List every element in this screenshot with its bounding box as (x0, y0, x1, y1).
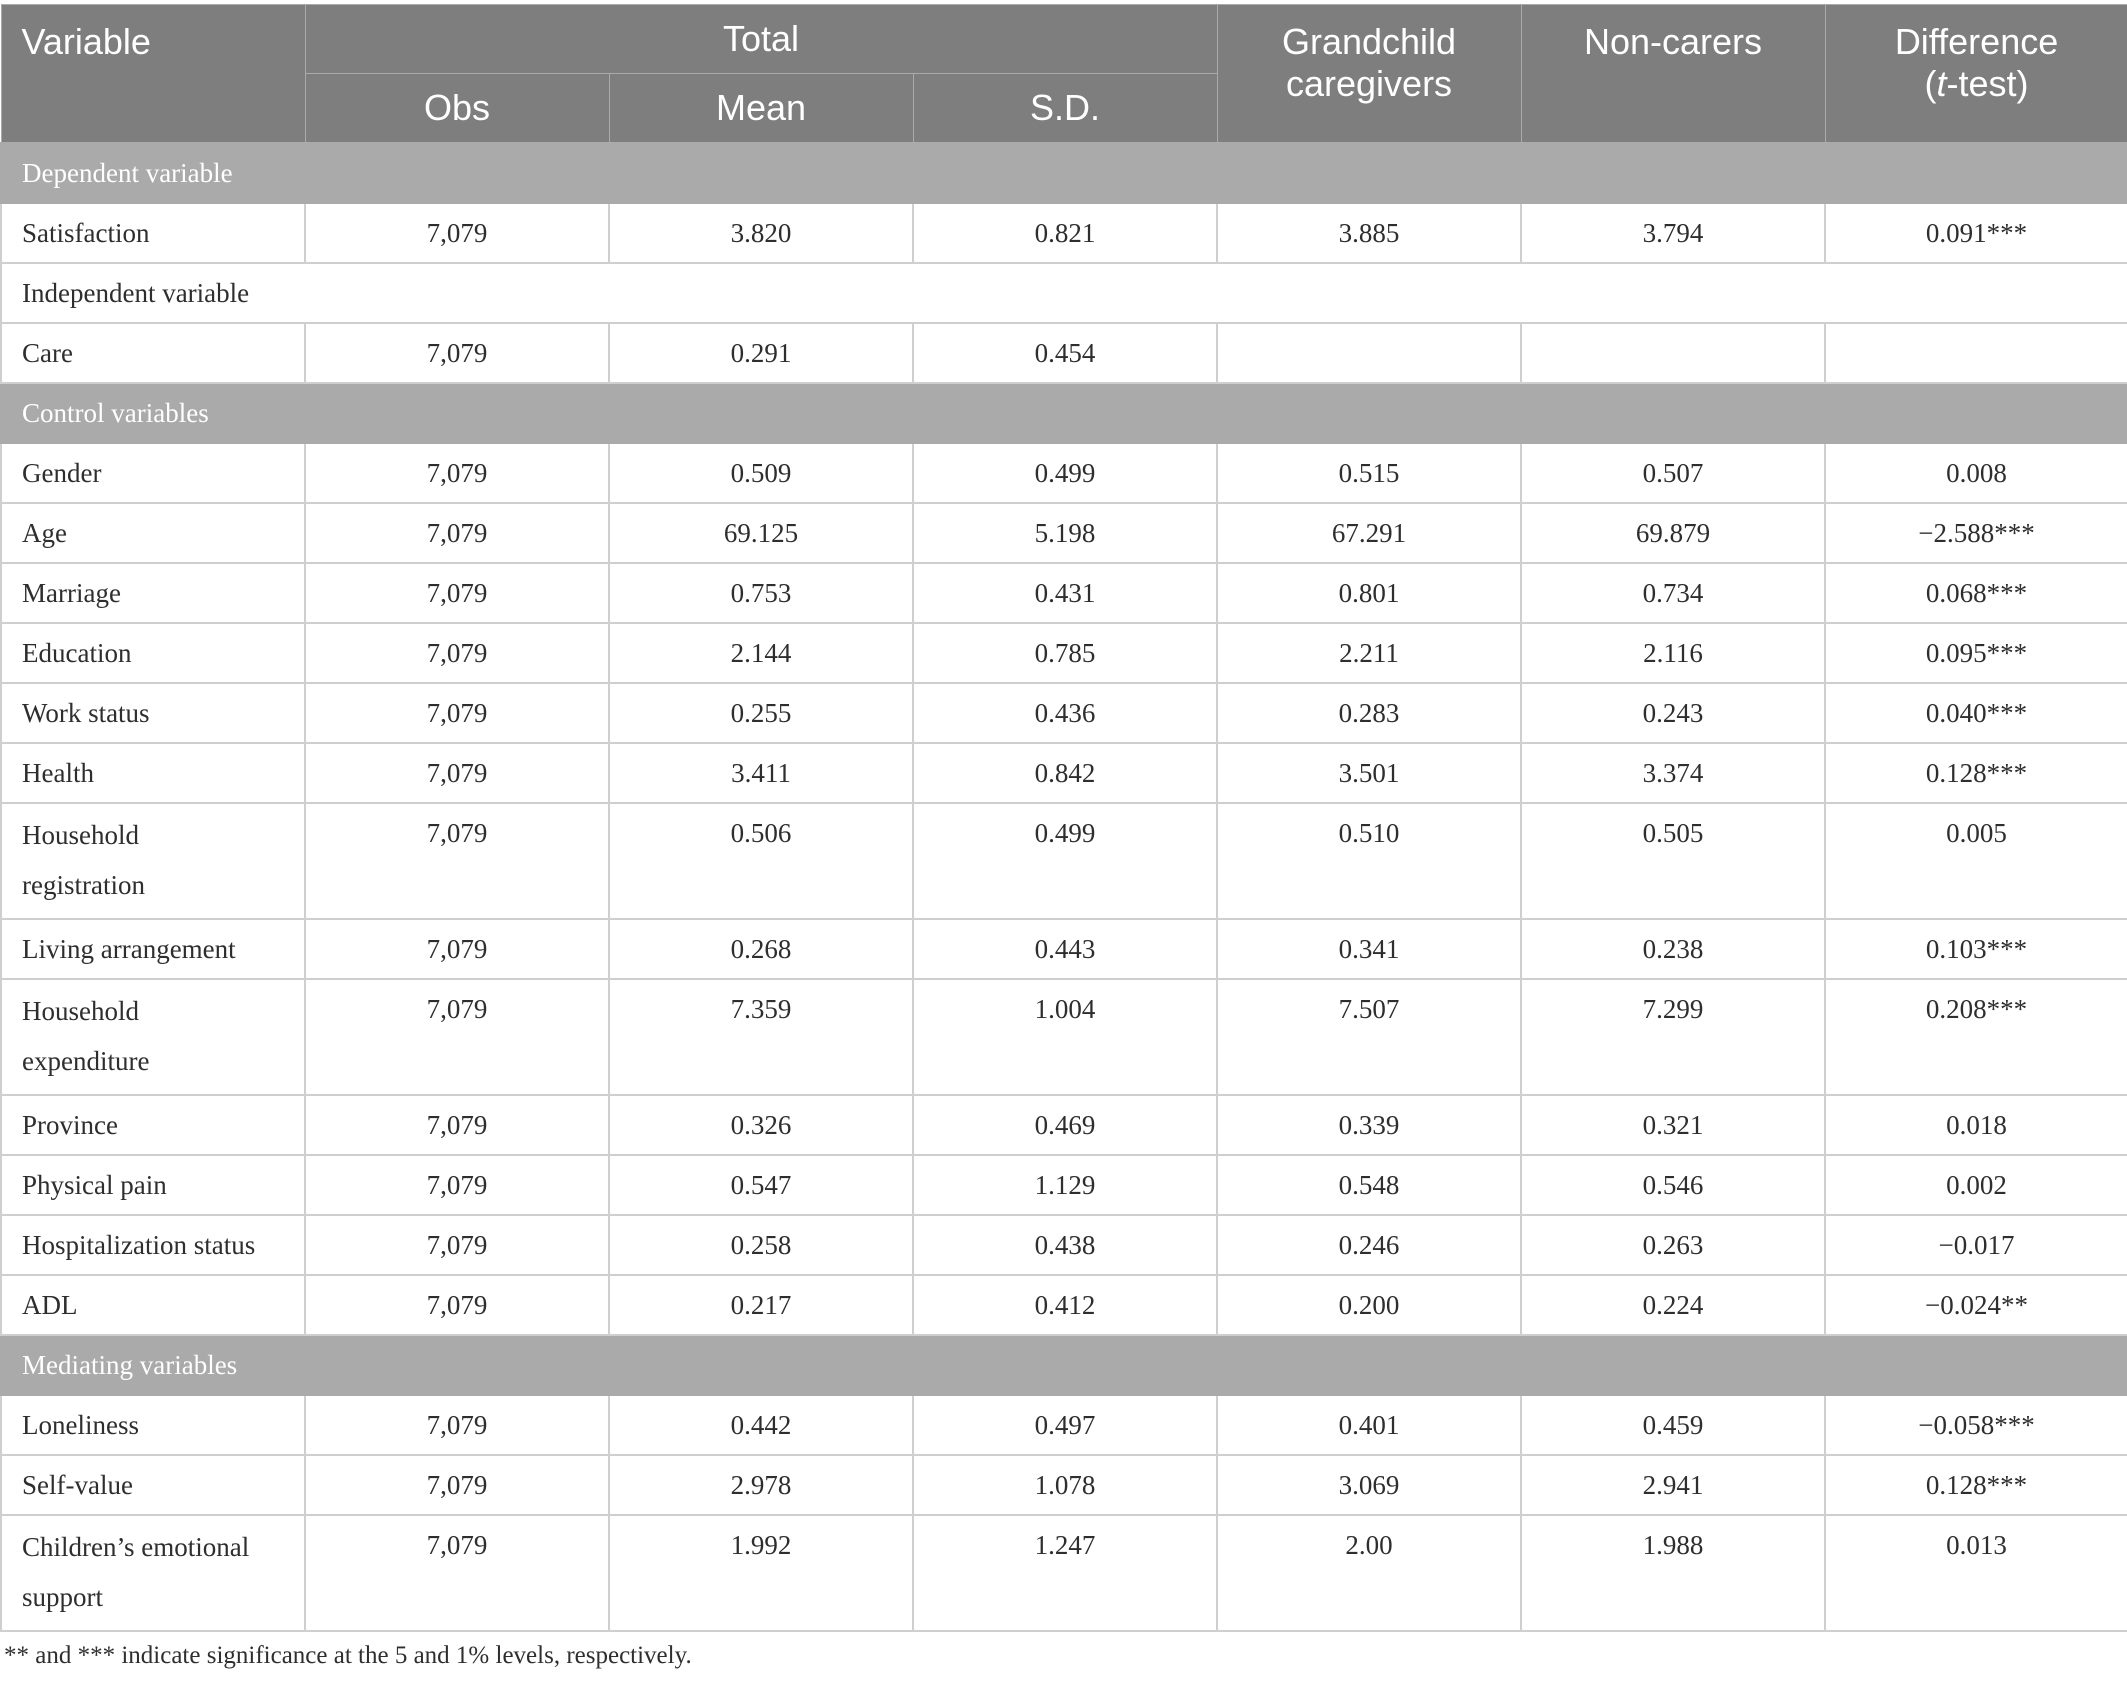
table-row (1, 1095, 2127, 1155)
sd-cell: 0.431 (913, 563, 1217, 623)
sd-cell: 1.004 (913, 979, 1217, 1095)
non-carers-cell: 0.505 (1521, 803, 1825, 919)
variable-cell: ADL (1, 1275, 305, 1335)
caregivers-cell (1217, 323, 1521, 383)
obs-cell: 7,079 (305, 623, 609, 683)
obs-cell: 7,079 (305, 743, 609, 803)
mean-cell: 3.411 (609, 743, 913, 803)
section-label: Independent variable (1, 263, 2127, 323)
non-carers-cell: 0.507 (1521, 443, 1825, 503)
variable-cell: Physical pain (1, 1155, 305, 1215)
caregivers-cell: 67.291 (1217, 503, 1521, 563)
sd-cell: 0.499 (913, 803, 1217, 919)
header-sd: S.D. (913, 74, 1217, 144)
sd-cell: 0.821 (913, 203, 1217, 263)
sd-cell: 0.785 (913, 623, 1217, 683)
caregivers-cell: 0.341 (1217, 919, 1521, 979)
table-row (1, 803, 2127, 919)
difference-cell: 0.013 (1825, 1515, 2127, 1631)
table-row (1, 683, 2127, 743)
table-row (1, 1215, 2127, 1275)
caregivers-cell: 0.401 (1217, 1395, 1521, 1455)
obs-cell: 7,079 (305, 803, 609, 919)
difference-cell: 0.068*** (1825, 563, 2127, 623)
section-label: Control variables (1, 383, 2127, 443)
difference-cell: 0.103*** (1825, 919, 2127, 979)
non-carers-cell: 0.734 (1521, 563, 1825, 623)
variable-cell: Living arrangement (1, 919, 305, 979)
sd-cell: 0.497 (913, 1395, 1217, 1455)
variable-cell: Self-value (1, 1455, 305, 1515)
table-row (1, 323, 2127, 383)
difference-cell: −0.017 (1825, 1215, 2127, 1275)
difference-cell: 0.002 (1825, 1155, 2127, 1215)
table-footnote: ** and *** indicate significance at the 5 and 1% levels, respectively. (4, 1642, 692, 1669)
mean-cell: 2.978 (609, 1455, 913, 1515)
obs-cell: 7,079 (305, 919, 609, 979)
obs-cell: 7,079 (305, 563, 609, 623)
table-row (1, 443, 2127, 503)
sd-cell: 0.412 (913, 1275, 1217, 1335)
variable-cell: Age (1, 503, 305, 563)
variable-cell: Work status (1, 683, 305, 743)
non-carers-cell: 0.238 (1521, 919, 1825, 979)
non-carers-cell: 1.988 (1521, 1515, 1825, 1631)
sd-cell: 0.438 (913, 1215, 1217, 1275)
mean-cell: 0.217 (609, 1275, 913, 1335)
mean-cell: 0.509 (609, 443, 913, 503)
obs-cell: 7,079 (305, 1395, 609, 1455)
caregivers-cell: 0.283 (1217, 683, 1521, 743)
variable-cell: Children’s emotional support (1, 1515, 305, 1631)
header-obs: Obs (305, 74, 609, 144)
caregivers-cell: 3.069 (1217, 1455, 1521, 1515)
table-header (1, 5, 2127, 144)
header-difference (1825, 5, 2127, 144)
difference-cell: 0.040*** (1825, 683, 2127, 743)
mean-cell: 1.992 (609, 1515, 913, 1631)
summary-statistics-table (0, 4, 2127, 1632)
difference-cell: 0.208*** (1825, 979, 2127, 1095)
difference-cell: 0.128*** (1825, 1455, 2127, 1515)
sd-cell: 0.443 (913, 919, 1217, 979)
section-row-independent (1, 263, 2127, 323)
obs-cell: 7,079 (305, 203, 609, 263)
caregivers-cell: 0.339 (1217, 1095, 1521, 1155)
table-row (1, 1395, 2127, 1455)
mean-cell: 0.291 (609, 323, 913, 383)
section-row-control (1, 383, 2127, 443)
mean-cell: 0.753 (609, 563, 913, 623)
header-difference-open: ( (1924, 63, 1937, 104)
table-row (1, 503, 2127, 563)
table-row (1, 1515, 2127, 1631)
table-body (1, 143, 2127, 1631)
obs-cell: 7,079 (305, 683, 609, 743)
variable-cell: Education (1, 623, 305, 683)
difference-cell: −0.058*** (1825, 1395, 2127, 1455)
non-carers-cell: 3.794 (1521, 203, 1825, 263)
table-row (1, 1455, 2127, 1515)
table-row (1, 1155, 2127, 1215)
variable-cell: Gender (1, 443, 305, 503)
caregivers-cell: 0.548 (1217, 1155, 1521, 1215)
variable-cell: Household registration (1, 803, 305, 919)
header-non-carers: Non-carers (1521, 5, 1825, 144)
caregivers-cell: 3.885 (1217, 203, 1521, 263)
difference-cell: 0.091*** (1825, 203, 2127, 263)
table-row (1, 743, 2127, 803)
difference-cell: 0.005 (1825, 803, 2127, 919)
mean-cell: 0.326 (609, 1095, 913, 1155)
variable-cell: Satisfaction (1, 203, 305, 263)
variable-cell: Household expenditure (1, 979, 305, 1095)
header-difference-test: -test) (1946, 63, 2029, 104)
variable-cell: Care (1, 323, 305, 383)
table-row (1, 203, 2127, 263)
caregivers-cell: 0.510 (1217, 803, 1521, 919)
difference-cell: 0.128*** (1825, 743, 2127, 803)
mean-cell: 0.506 (609, 803, 913, 919)
obs-cell: 7,079 (305, 1215, 609, 1275)
difference-cell: −0.024** (1825, 1275, 2127, 1335)
table-row (1, 979, 2127, 1095)
non-carers-cell (1521, 323, 1825, 383)
variable-cell: Loneliness (1, 1395, 305, 1455)
non-carers-cell: 0.546 (1521, 1155, 1825, 1215)
non-carers-cell: 2.116 (1521, 623, 1825, 683)
sd-cell: 0.499 (913, 443, 1217, 503)
difference-cell: −2.588*** (1825, 503, 2127, 563)
variable-cell: Province (1, 1095, 305, 1155)
section-row-mediating (1, 1335, 2127, 1395)
table-row (1, 1275, 2127, 1335)
caregivers-cell: 0.801 (1217, 563, 1521, 623)
sd-cell: 0.454 (913, 323, 1217, 383)
non-carers-cell: 0.243 (1521, 683, 1825, 743)
section-label: Dependent variable (1, 143, 2127, 203)
section-label: Mediating variables (1, 1335, 2127, 1395)
header-difference-t: t (1936, 63, 1947, 104)
mean-cell: 0.442 (609, 1395, 913, 1455)
obs-cell: 7,079 (305, 1095, 609, 1155)
mean-cell: 0.258 (609, 1215, 913, 1275)
difference-cell (1825, 323, 2127, 383)
sd-cell: 1.247 (913, 1515, 1217, 1631)
non-carers-cell: 0.321 (1521, 1095, 1825, 1155)
non-carers-cell: 2.941 (1521, 1455, 1825, 1515)
obs-cell: 7,079 (305, 1275, 609, 1335)
difference-cell: 0.018 (1825, 1095, 2127, 1155)
table-row (1, 623, 2127, 683)
header-total: Total (305, 5, 1217, 74)
non-carers-cell: 0.263 (1521, 1215, 1825, 1275)
difference-cell: 0.008 (1825, 443, 2127, 503)
mean-cell: 3.820 (609, 203, 913, 263)
non-carers-cell: 69.879 (1521, 503, 1825, 563)
variable-cell: Marriage (1, 563, 305, 623)
table-row (1, 919, 2127, 979)
caregivers-cell: 2.211 (1217, 623, 1521, 683)
non-carers-cell: 7.299 (1521, 979, 1825, 1095)
mean-cell: 0.255 (609, 683, 913, 743)
sd-cell: 0.469 (913, 1095, 1217, 1155)
sd-cell: 0.436 (913, 683, 1217, 743)
mean-cell: 7.359 (609, 979, 913, 1095)
variable-cell: Hospitalization status (1, 1215, 305, 1275)
caregivers-cell: 0.515 (1217, 443, 1521, 503)
caregivers-cell: 2.00 (1217, 1515, 1521, 1631)
non-carers-cell: 0.459 (1521, 1395, 1825, 1455)
caregivers-cell: 0.200 (1217, 1275, 1521, 1335)
obs-cell: 7,079 (305, 323, 609, 383)
caregivers-cell: 7.507 (1217, 979, 1521, 1095)
table-row (1, 563, 2127, 623)
non-carers-cell: 0.224 (1521, 1275, 1825, 1335)
header-grandchild-caregivers: Grandchild caregivers (1217, 5, 1521, 144)
table-wrapper (0, 4, 2127, 1670)
header-difference-label: Difference (1894, 21, 2059, 62)
sd-cell: 5.198 (913, 503, 1217, 563)
non-carers-cell: 3.374 (1521, 743, 1825, 803)
obs-cell: 7,079 (305, 1155, 609, 1215)
caregivers-cell: 0.246 (1217, 1215, 1521, 1275)
difference-cell: 0.095*** (1825, 623, 2127, 683)
mean-cell: 69.125 (609, 503, 913, 563)
obs-cell: 7,079 (305, 503, 609, 563)
header-mean: Mean (609, 74, 913, 144)
sd-cell: 0.842 (913, 743, 1217, 803)
obs-cell: 7,079 (305, 1455, 609, 1515)
sd-cell: 1.078 (913, 1455, 1217, 1515)
sd-cell: 1.129 (913, 1155, 1217, 1215)
obs-cell: 7,079 (305, 1515, 609, 1631)
obs-cell: 7,079 (305, 979, 609, 1095)
mean-cell: 0.268 (609, 919, 913, 979)
caregivers-cell: 3.501 (1217, 743, 1521, 803)
section-row-dependent (1, 143, 2127, 203)
variable-cell: Health (1, 743, 305, 803)
obs-cell: 7,079 (305, 443, 609, 503)
mean-cell: 2.144 (609, 623, 913, 683)
header-variable: Variable (1, 5, 305, 144)
mean-cell: 0.547 (609, 1155, 913, 1215)
